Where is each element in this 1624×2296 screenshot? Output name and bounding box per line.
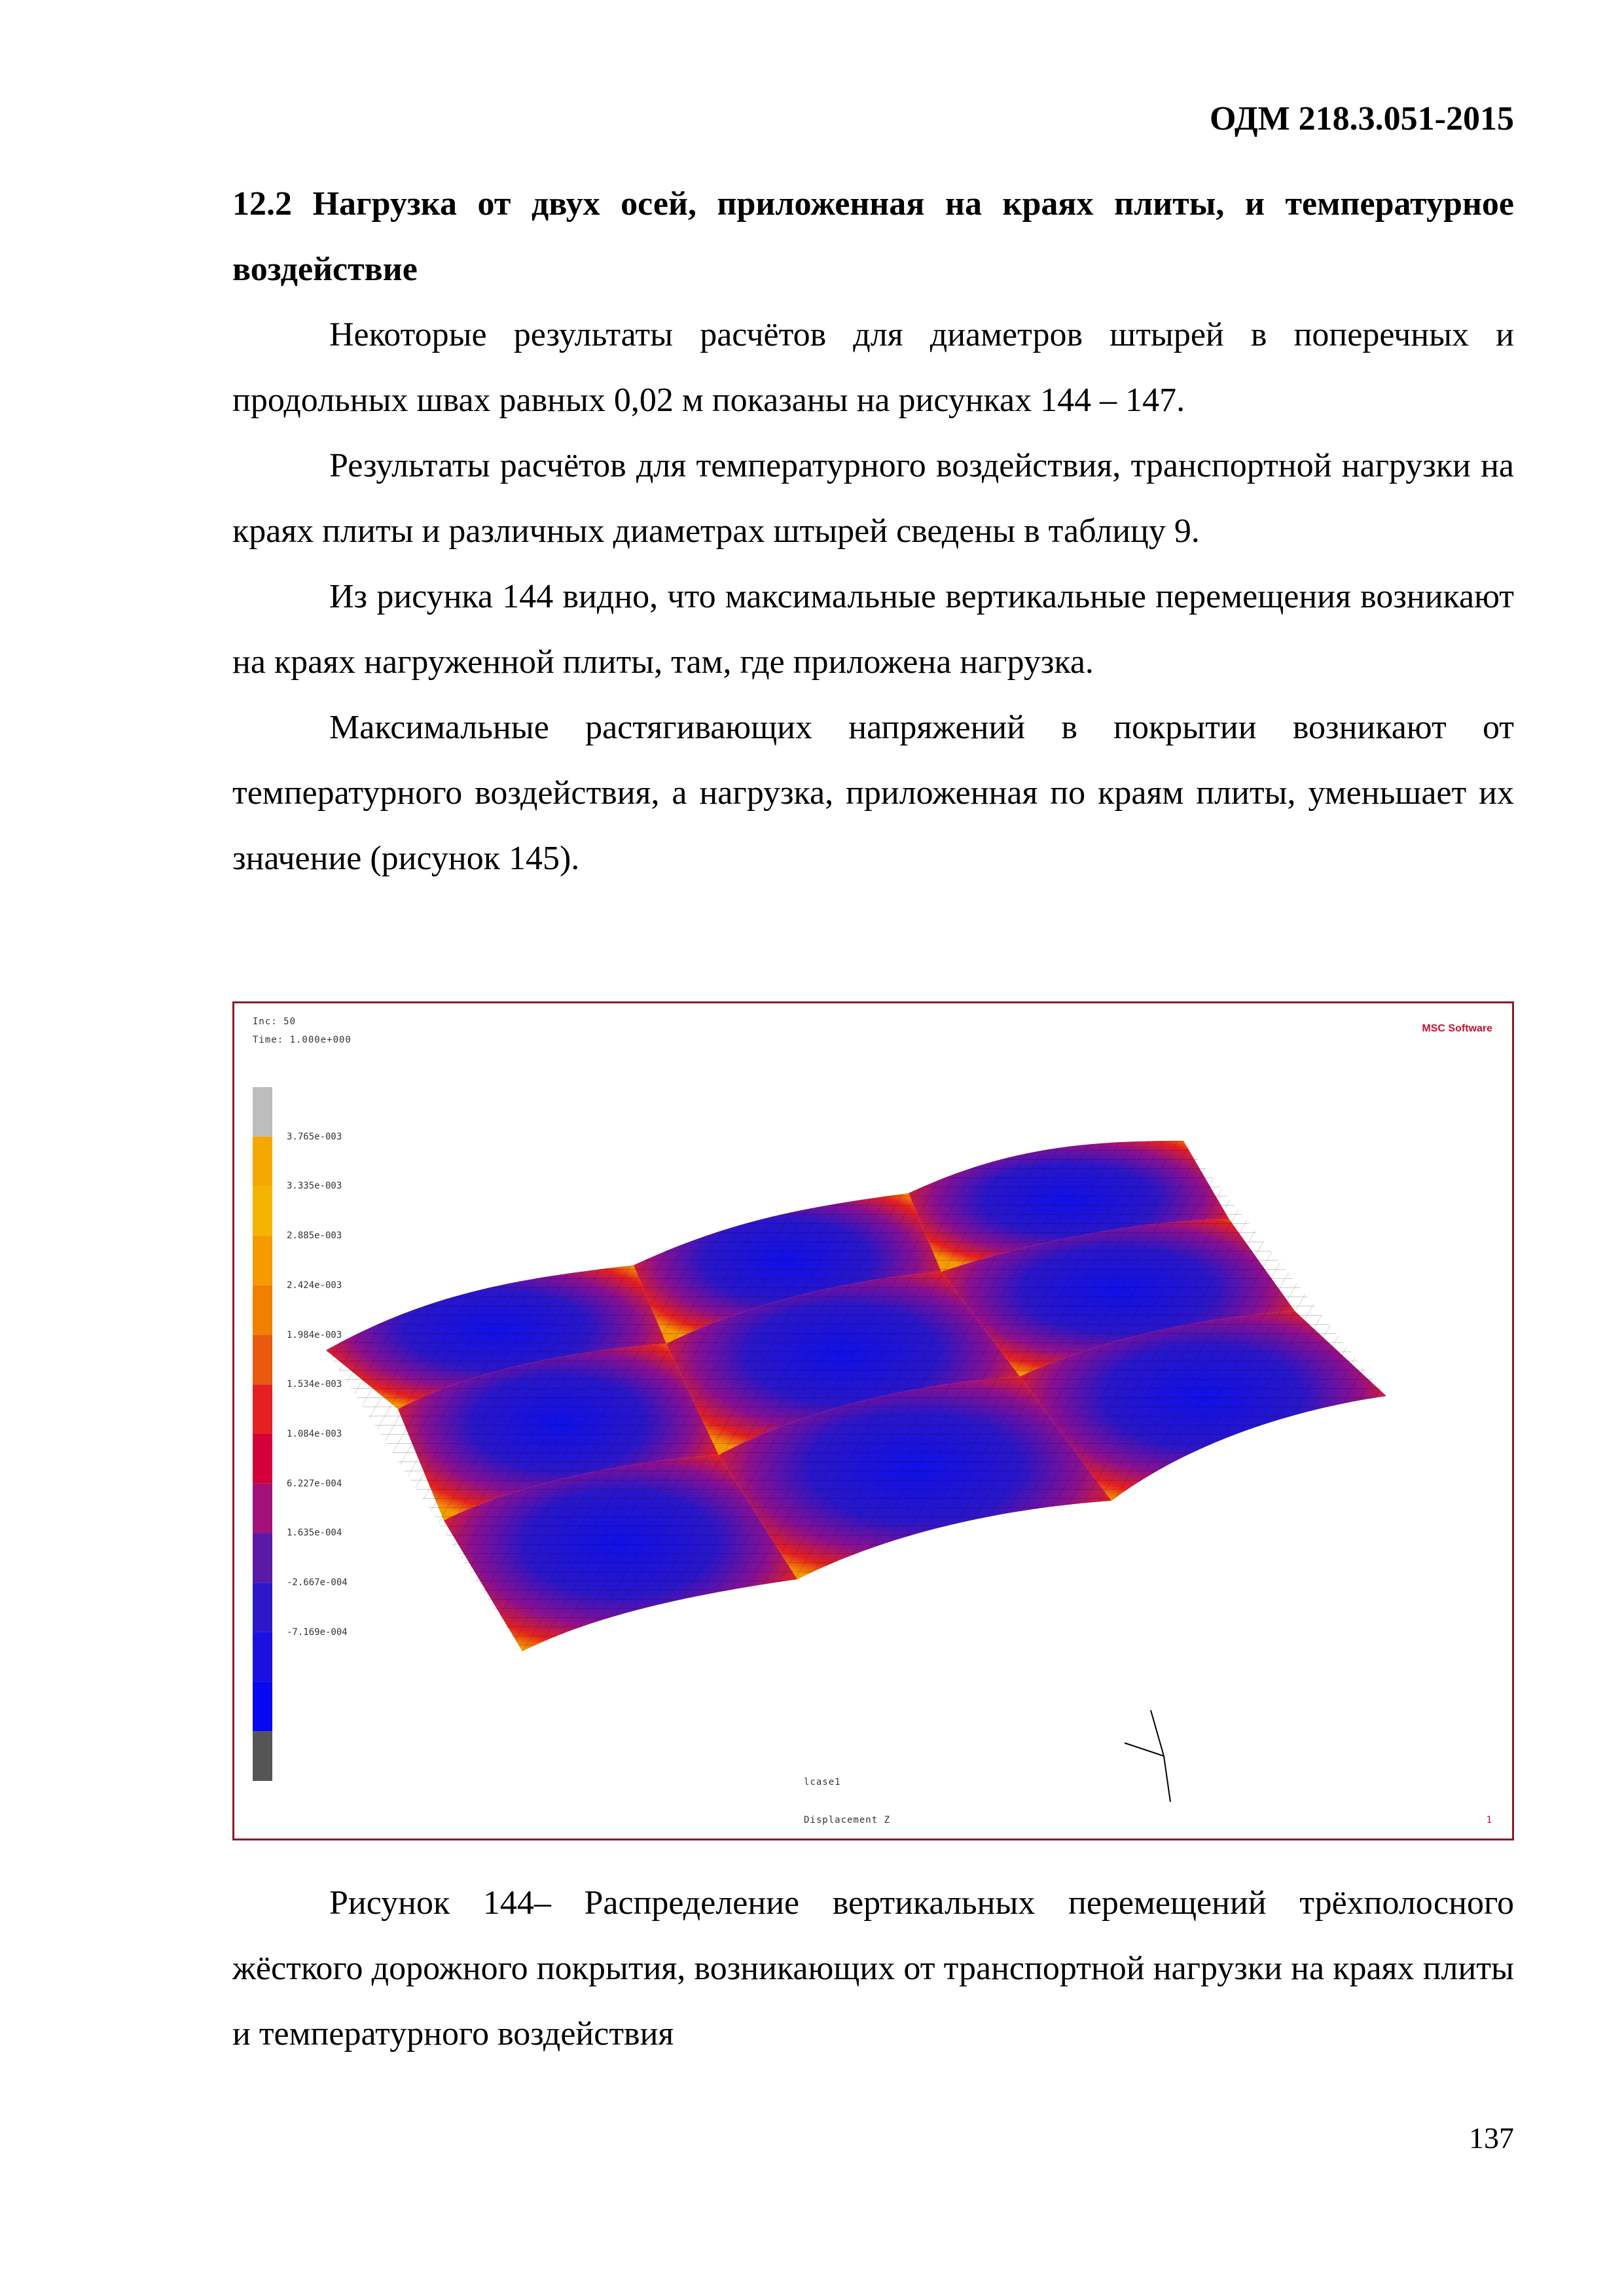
paragraph: Максимальные растягивающих напряжений в покрытии возникают от температурного воздействия, а нагрузка, приложенная по краям плиты, уменьшает их значение (рисунок 145). (232, 709, 1514, 877)
legend-value: 2.885e-003 (287, 1230, 342, 1242)
body-text (232, 302, 1514, 891)
loadcase-label: lcase1 (804, 1777, 841, 1787)
legend-value: 2.424e-003 (287, 1280, 342, 1291)
msc-software-logo: MSC Software (1422, 1023, 1492, 1034)
legend-value: 6.227e-004 (287, 1478, 342, 1489)
time-label: Time: 1.000e+000 (253, 1035, 352, 1045)
legend-value: -7.169e-004 (287, 1626, 348, 1638)
legend-value: 1.984e-003 (287, 1329, 342, 1340)
legend-value: -2.667e-004 (287, 1577, 348, 1588)
deformed-mesh-plot (234, 1003, 1516, 1842)
legend-value: 1.534e-003 (287, 1379, 342, 1390)
legend-value: 1.635e-004 (287, 1528, 342, 1539)
mesh-plates (326, 1141, 1386, 1651)
paragraph: Из рисунка 144 видно, что максимальные вертикальные перемещения возникают на краях нагруженной плиты, там, где приложена нагрузка. (232, 578, 1514, 681)
legend-value: 1.084e-003 (287, 1429, 342, 1439)
document-code: ОДМ 218.3.051-2015 (1209, 100, 1514, 137)
paragraph: Результаты расчётов для температурного воздействия, транспортной нагрузки на краях плиты и различных диаметрах штырей сведены в таблицу 9. (232, 447, 1514, 550)
paragraph: Некоторые результаты расчётов для диаметров штырей в поперечных и продольных швах равных 0,02 м показаны на рисунках 144 – 147. (232, 316, 1514, 419)
increment-label: Inc: 50 (253, 1016, 297, 1027)
result-type-label: Displacement Z (804, 1815, 891, 1825)
frame-number: 1 (1486, 1815, 1492, 1825)
page-number: 137 (1469, 2121, 1514, 2155)
figure-caption (232, 1871, 1514, 2067)
section-heading: 12.2 Нагрузка от двух осей, приложенная на краях плиты, и температурное воздействие (232, 185, 1514, 288)
legend-value: 3.335e-003 (287, 1181, 342, 1192)
legend-value: 3.765e-003 (287, 1131, 342, 1142)
figure-fem-plot (232, 1001, 1514, 1840)
axis-triad-icon (1125, 1710, 1170, 1802)
caption-text: Рисунок 144– Распределение вертикальных перемещений трёхполосного жёсткого дорожного покрытия, возникающих от транспортной нагрузки на краях плиты и температурного воздействия (232, 1884, 1514, 2053)
